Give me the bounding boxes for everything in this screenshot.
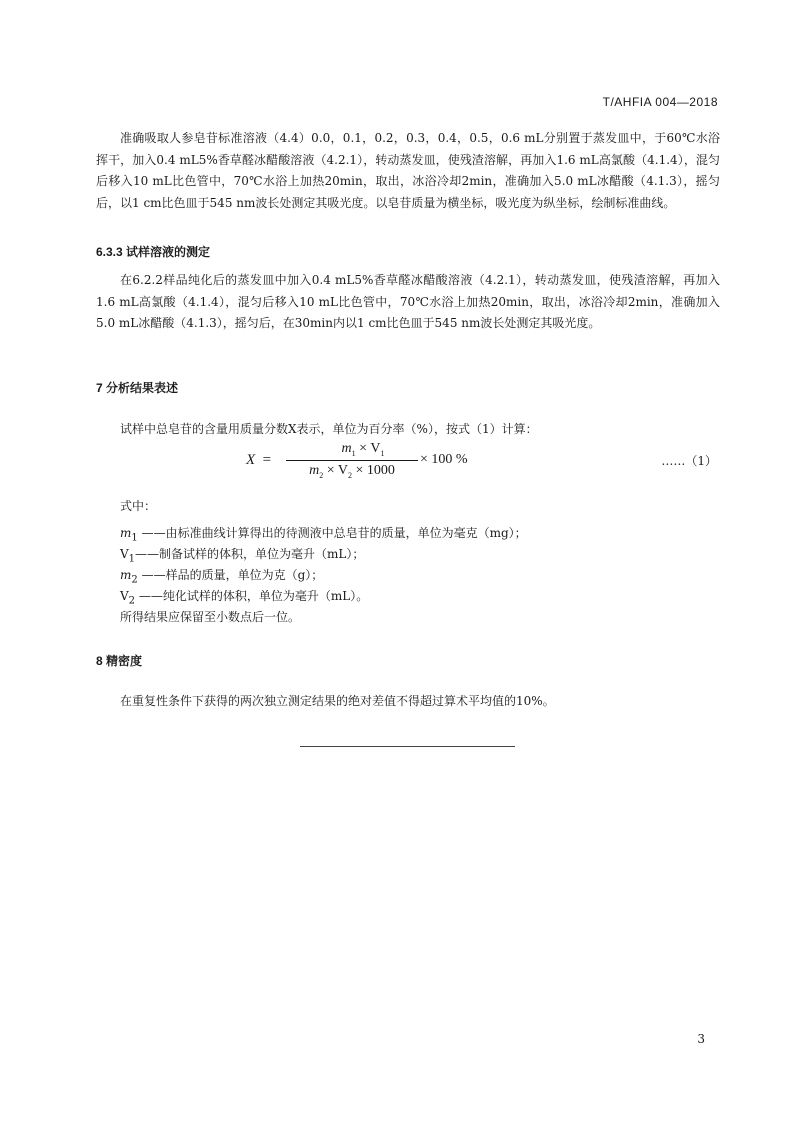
var-definition-v1: $V_1——$制备试样的体积，单位为毫升（mL）； <box>120 547 365 565</box>
rounding-note: 所得结果应保留至小数点后一位。 <box>120 610 301 624</box>
page-number: 3 <box>697 1032 705 1046</box>
standard-code: T/AHFIA 004—2018 <box>602 95 718 109</box>
var-definition-m1: $m_1$ ——由标准曲线计算得出的待测液中总皂苷的质量，单位为毫克（mg）； <box>120 526 527 544</box>
formula-rhs: × 100 % <box>420 452 468 467</box>
formula-denominator: $m_2 \times V_2 \times 1000$ <box>309 463 395 480</box>
formula-lhs: X = <box>246 452 272 468</box>
section-633-paragraph: 在6.2.2样品纯化后的蒸发皿中加入0.4 mL5%香草醛冰醋酸溶液（4.2.1），转动蒸发皿，使残渣溶解，再加入1.6 mL高氯酸（4.1.4），混匀后移入10 mL比色管中，70℃水浴上加热20min，取出，冰浴冷却2min，准确加入5.0 mL冰醋酸（4.1.3），摇匀后，在30min内以1 cm比色皿于545 nm波长处测定其吸光度。 <box>96 273 720 330</box>
section-8-paragraph: 在重复性条件下获得的两次独立测定结果的绝对差值不得超过算术平均值的10%。 <box>120 694 555 708</box>
where-label: 式中： <box>120 499 157 513</box>
formula-numerator: $m_1 \times V_1$ <box>341 441 385 458</box>
formula <box>240 438 500 488</box>
equation-number: ……（1） <box>661 454 717 468</box>
section-8-heading: 8 精密度 <box>96 654 143 668</box>
fraction-bar <box>286 460 418 461</box>
var-definition-v2: $V_2$ ——纯化试样的体积，单位为毫升（mL）。 <box>120 589 369 607</box>
section-7-heading: 7 分析结果表述 <box>96 381 179 395</box>
var-definition-m2: $m_2$ ——样品的质量，单位为克（g）； <box>120 568 324 586</box>
section-632-paragraph: 准确吸取人参皂苷标准溶液（4.4）0.0，0.1，0.2，0.3，0.4，0.5，0.6 mL分别置于蒸发皿中，于60℃水浴挥干，加入0.4 mL5%香草醛冰醋酸溶液（4.2.1），转动蒸发皿，使残渣溶解，再加入1.6 mL高氯酸（4.1.4），混匀后移入10 mL比色管中，70℃水浴上加热20min，取出，冰浴冷却2min，准确加入5.0 mL冰醋酸（4.1.3），摇匀后，以1 cm比色皿于545 nm波长处测定其吸光度。以皂苷质量为横坐标，吸光度为纵坐标，绘制标准曲线。 <box>96 131 720 210</box>
section-633-heading: 6.3.3 试样溶液的测定 <box>96 245 211 259</box>
end-rule <box>300 746 515 747</box>
section-7-intro: 试样中总皂苷的含量用质量分数X表示，单位为百分率（%），按式（1）计算： <box>120 422 538 436</box>
